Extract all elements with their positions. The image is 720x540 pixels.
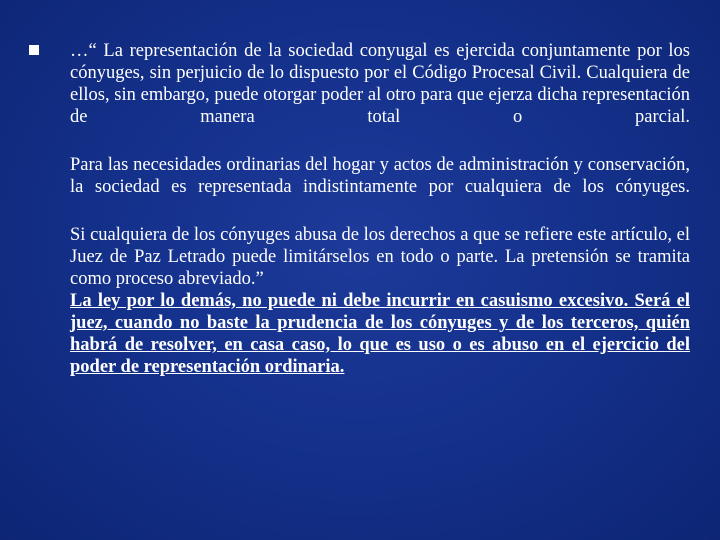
square-bullet-icon (29, 45, 39, 55)
paragraph-emphasis: La ley por lo demás, no puede ni debe incurrir en casuismo excesivo. Será el juez, cuando no baste la prudencia de los cónyuges y de los terceros, quién habrá de resolver, en casa caso, lo que es uso o es abuso en el ejercicio del poder de representación ordinaria. (70, 291, 690, 377)
slide-text-body (70, 40, 690, 378)
spacer (70, 128, 690, 154)
paragraph-representation: …“ La representación de la sociedad conyugal es ejercida conjuntamente por los cónyuges, sin perjuicio de lo dispuesto por el Código Procesal Civil. Cualquiera de ellos, sin embargo, puede otorgar poder al otro para que ejerza dicha representación de manera total o parcial. (70, 41, 690, 127)
paragraph-ordinary-needs: Para las necesidades ordinarias del hogar y actos de administración y conservación, la sociedad es representada indistintamente por cualquiera de los cónyuges. (70, 155, 690, 197)
paragraph-abuse: Si cualquiera de los cónyuges abusa de los derechos a que se refiere este artículo, el Juez de Paz Letrado puede limitárselos en todo o parte. La pretensión se tramita como proceso abreviado.” (70, 225, 690, 289)
spacer (70, 198, 690, 224)
